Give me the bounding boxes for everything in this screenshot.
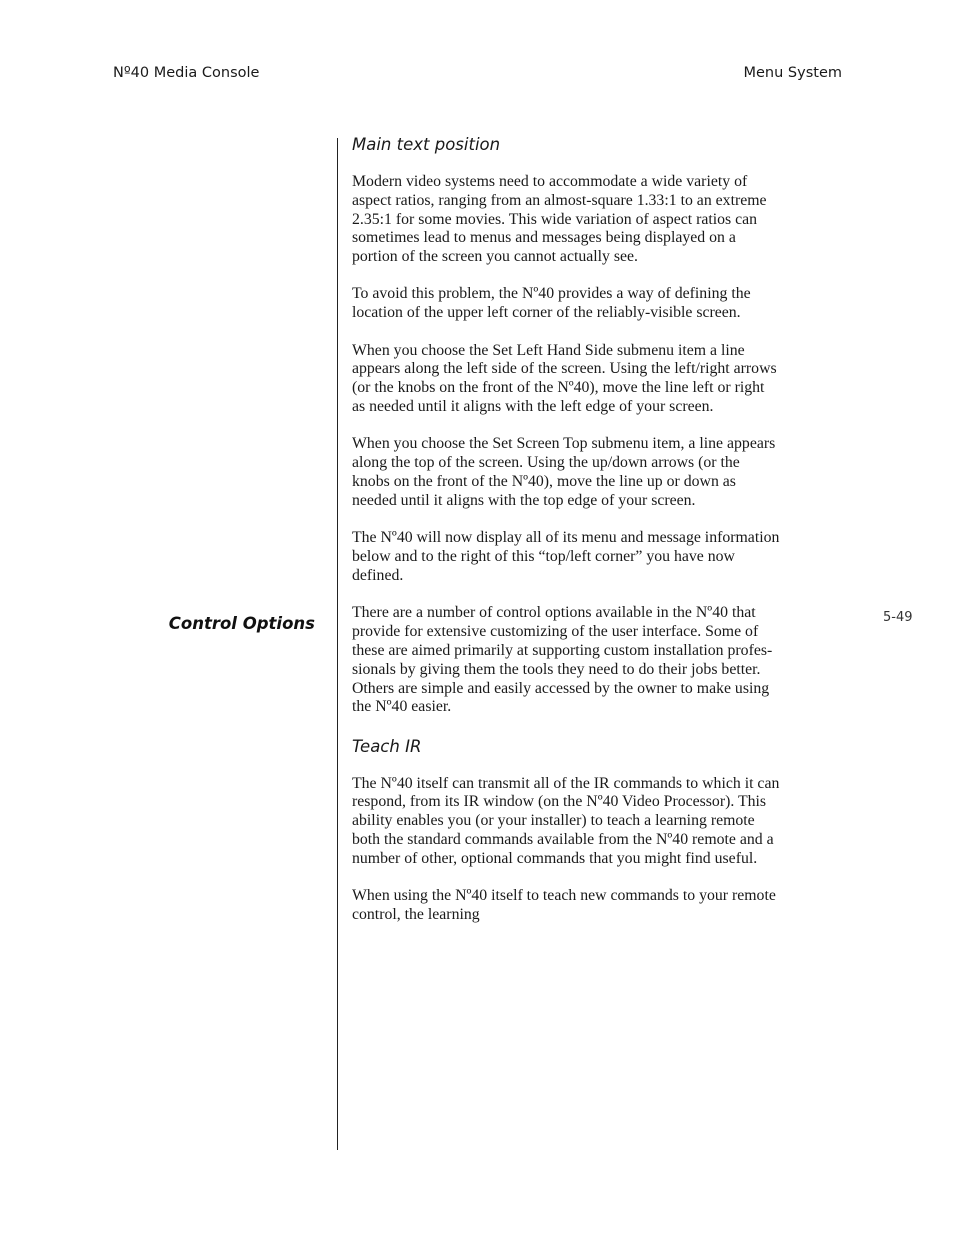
running-header-title: Nº40 Media Console bbox=[113, 65, 260, 81]
text-line: respond, from its IR window (on the Nº40 Video Processor). This bbox=[352, 793, 767, 811]
text-line: both the standard commands available from the Nº40 remote and a bbox=[352, 831, 774, 849]
subheading: Main text position bbox=[352, 135, 501, 154]
text-line: defined. bbox=[352, 566, 404, 584]
text-line: To avoid this problem, the Nº40 provides a way of defining the bbox=[352, 285, 751, 303]
text-line: There are a number of control options available in the Nº40 that bbox=[352, 604, 756, 622]
main-text-column bbox=[352, 134, 844, 943]
paragraph bbox=[352, 285, 844, 323]
text-line: The Nº40 will now display all of its menu and message information bbox=[352, 528, 780, 546]
section bbox=[352, 736, 844, 925]
text-line: When you choose the Set Left Hand Side submenu item a line bbox=[352, 341, 745, 359]
text-line: provide for extensive customizing of the user interface. Some of bbox=[352, 623, 759, 641]
text-line: 2.35:1 for some movies. This wide variation of aspect ratios can bbox=[352, 210, 758, 228]
text-line: below and to the right of this “top/left corner” you have now bbox=[352, 547, 735, 565]
subheading: Teach IR bbox=[352, 736, 422, 756]
paragraph bbox=[352, 604, 844, 717]
text-line: Modern video systems need to accommodate a wide variety of bbox=[352, 173, 748, 190]
text-line: When you choose the Set Screen Top submenu item, a line appears bbox=[352, 435, 776, 453]
text-line: sionals by giving them the tools they need to do their jobs better. bbox=[352, 660, 761, 678]
text-line: When using the Nº40 itself to teach new commands to your remote bbox=[352, 887, 776, 905]
text-line: needed until it aligns with the top edge of your screen. bbox=[352, 491, 696, 509]
text-line: the Nº40 easier. bbox=[352, 698, 452, 716]
paragraph bbox=[352, 775, 844, 869]
text-line: control, the learning bbox=[352, 905, 480, 923]
paragraph bbox=[352, 173, 844, 267]
running-header-section: Menu System bbox=[743, 65, 842, 81]
paragraph bbox=[352, 529, 844, 585]
text-line: The Nº40 itself can transmit all of the IR commands to which it can bbox=[352, 774, 780, 792]
text-line: knobs on the front of the Nº40), move the line up or down as bbox=[352, 472, 736, 490]
margin-rule bbox=[337, 138, 338, 1150]
text-line: as needed until it aligns with the left edge of your screen. bbox=[352, 397, 714, 415]
section bbox=[352, 134, 844, 585]
text-line: portion of the screen you cannot actually see. bbox=[352, 248, 638, 266]
text-line: number of other, optional commands that you might find useful. bbox=[352, 849, 758, 867]
paragraph bbox=[352, 342, 844, 417]
text-line: aspect ratios, ranging from an almost-square 1.33:1 to an extreme bbox=[352, 191, 767, 209]
page-number: 5-49 bbox=[883, 610, 913, 625]
paragraph bbox=[352, 887, 844, 925]
text-line: appears along the left side of the screen. Using the left/right arrows bbox=[352, 360, 777, 378]
text-line: these are aimed primarily at supporting custom installation profes- bbox=[352, 641, 773, 659]
text-line: sometimes lead to menus and messages being displayed on a bbox=[352, 229, 736, 247]
sidebar-heading-control-options: Control Options bbox=[168, 614, 315, 633]
paragraph bbox=[352, 435, 844, 510]
text-line: location of the upper left corner of the reliably-visible screen. bbox=[352, 304, 741, 322]
text-line: Others are simple and easily accessed by the owner to make using bbox=[352, 679, 770, 697]
text-line: along the top of the screen. Using the up/down arrows (or the bbox=[352, 454, 740, 472]
section bbox=[352, 604, 844, 717]
text-line: (or the knobs on the front of the Nº40), move the line left or right bbox=[352, 379, 765, 397]
text-line: ability enables you (or your installer) to teach a learning remote bbox=[352, 812, 755, 830]
